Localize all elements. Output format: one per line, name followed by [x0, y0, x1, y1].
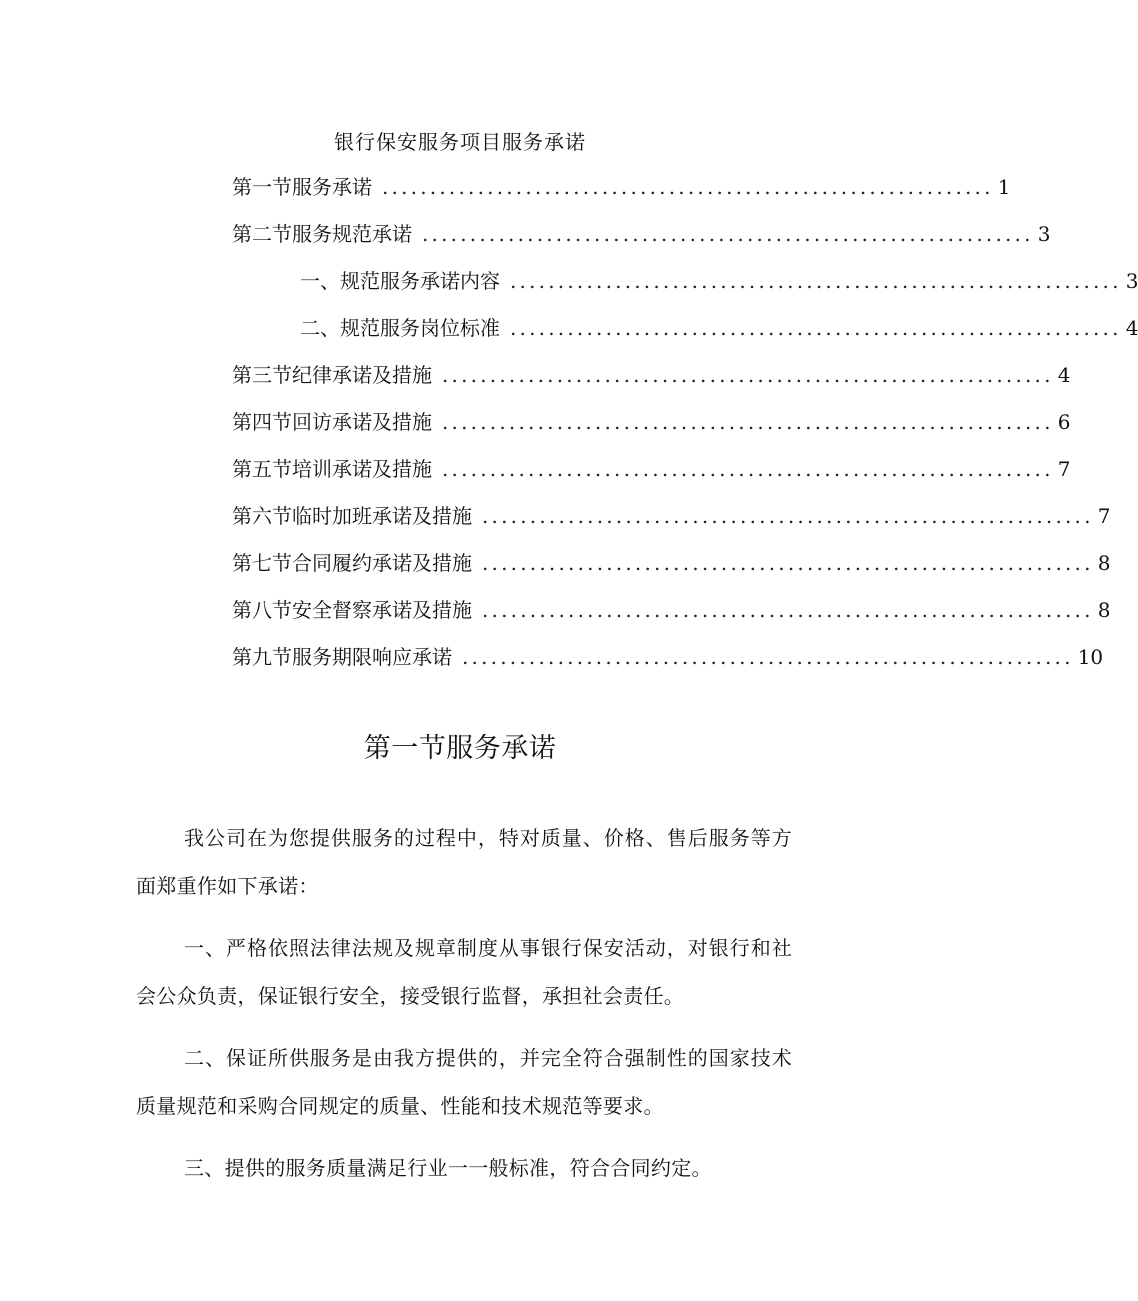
body-paragraph: 一、严格依照法律法规及规章制度从事银行保安活动，对银行和社会公众负责，保证银行安全，接受银行监督，承担社会责任。 — [136, 936, 792, 1008]
toc-entry[interactable] — [232, 407, 1071, 437]
toc-entry[interactable] — [232, 595, 1111, 625]
toc-entry-page: 3 — [1125, 269, 1138, 293]
toc-entry-page: 6 — [1057, 410, 1071, 434]
toc-entry[interactable] — [232, 501, 1111, 531]
section-body — [136, 814, 792, 1206]
toc-dot-leader: ................................................................ — [510, 316, 1122, 340]
body-paragraph: 我公司在为您提供服务的过程中，特对质量、价格、售后服务等方面郑重作如下承诺： — [136, 826, 792, 898]
toc-dot-leader: ................................................................ — [442, 410, 1054, 434]
toc-entry[interactable] — [300, 266, 1138, 296]
toc-entry[interactable] — [232, 360, 1071, 390]
toc-entry[interactable] — [232, 172, 1011, 202]
toc-entry-page: 8 — [1097, 551, 1111, 575]
toc-entry-label: 一、规范服务承诺内容 — [300, 269, 500, 293]
section-heading: 第一节服务承诺 — [363, 733, 557, 764]
document-title: 银行保安服务项目服务承诺 — [334, 130, 586, 154]
toc-dot-leader: ................................................................ — [462, 645, 1074, 669]
toc-entry-page: 3 — [1037, 222, 1051, 246]
toc-dot-leader: ................................................................ — [382, 175, 994, 199]
toc-entry[interactable] — [232, 454, 1071, 484]
toc-entry-label: 第四节回访承诺及措施 — [232, 410, 432, 434]
toc-entry-label: 第一节服务承诺 — [232, 175, 372, 199]
toc-entry[interactable] — [232, 548, 1111, 578]
toc-entry-label: 第三节纪律承诺及措施 — [232, 363, 432, 387]
toc-entry-label: 第五节培训承诺及措施 — [232, 457, 432, 481]
toc-dot-leader: ................................................................ — [442, 363, 1054, 387]
toc-dot-leader: ................................................................ — [482, 504, 1094, 528]
toc-entry-page: 7 — [1097, 504, 1111, 528]
toc-entry-page: 7 — [1057, 457, 1071, 481]
toc-entry[interactable] — [300, 313, 1138, 343]
toc-entry[interactable] — [232, 642, 1104, 672]
toc-entry-page: 4 — [1057, 363, 1071, 387]
toc-entry-label: 第八节安全督察承诺及措施 — [232, 598, 472, 622]
toc-dot-leader: ................................................................ — [422, 222, 1034, 246]
toc-entry-label: 二、规范服务岗位标准 — [300, 316, 500, 340]
toc-entry-label: 第二节服务规范承诺 — [232, 222, 412, 246]
toc-entry-label: 第六节临时加班承诺及措施 — [232, 504, 472, 528]
toc-dot-leader: ................................................................ — [442, 457, 1054, 481]
toc-entry-page: 10 — [1077, 645, 1104, 669]
toc-dot-leader: ................................................................ — [482, 551, 1094, 575]
toc-entry-page: 8 — [1097, 598, 1111, 622]
toc-dot-leader: ................................................................ — [482, 598, 1094, 622]
body-paragraph: 三、提供的服务质量满足行业一一般标准，符合合同约定。 — [184, 1156, 712, 1180]
toc-entry-page: 1 — [997, 175, 1011, 199]
toc-dot-leader: ................................................................ — [510, 269, 1122, 293]
toc-entry[interactable] — [232, 219, 1051, 249]
toc-entry-label: 第九节服务期限响应承诺 — [232, 645, 452, 669]
body-paragraph: 二、保证所供服务是由我方提供的，并完全符合强制性的国家技术质量规范和采购合同规定的质量、性能和技术规范等要求。 — [136, 1046, 792, 1118]
toc-entry-label: 第七节合同履约承诺及措施 — [232, 551, 472, 575]
toc-entry-page: 4 — [1125, 316, 1138, 340]
